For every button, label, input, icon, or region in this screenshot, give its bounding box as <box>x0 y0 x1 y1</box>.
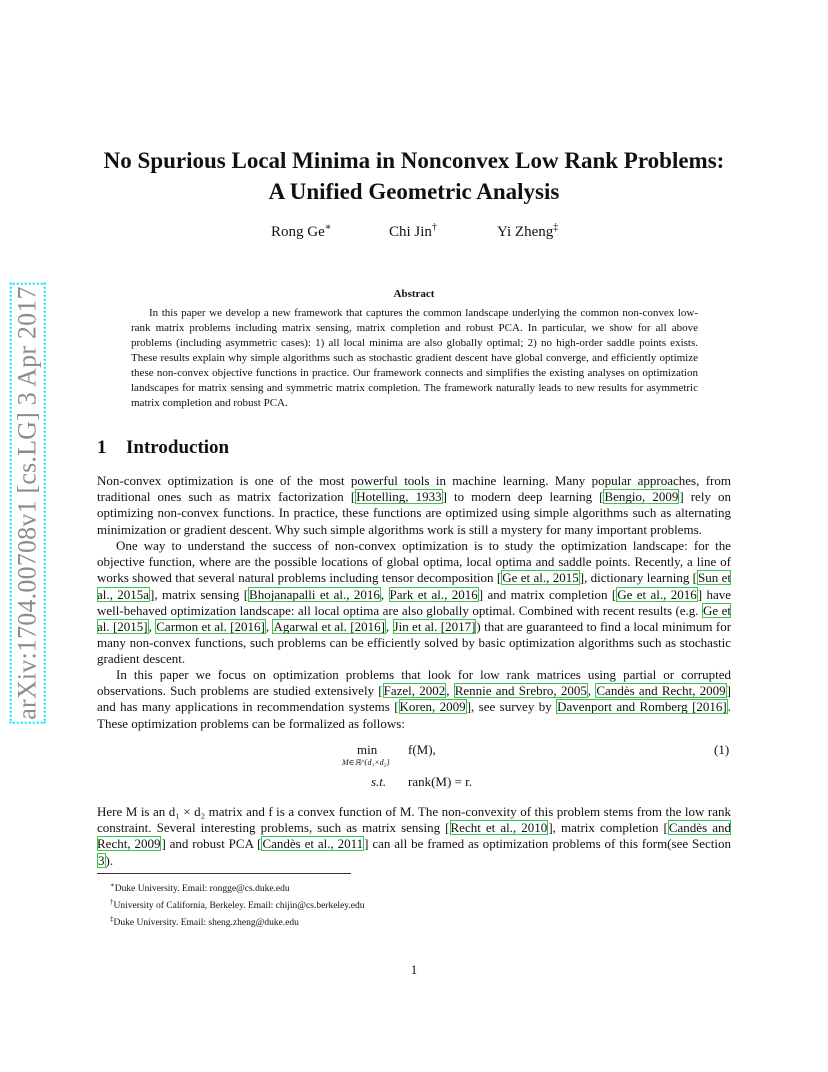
footnote-1 <box>110 879 365 896</box>
citation-link[interactable]: Hotelling, 1933 <box>356 489 442 505</box>
equation-constraint: rank(M) = r. <box>408 774 473 789</box>
equation-number: (1) <box>714 742 730 757</box>
citation-link[interactable]: Candès et al., 2011 <box>262 836 364 852</box>
citation-link[interactable]: Ge et al., 2016 <box>617 586 697 602</box>
footnote-2 <box>110 896 365 913</box>
author-1 <box>271 222 332 241</box>
author-name: Chi Jin <box>389 224 432 240</box>
text-run: , <box>446 683 454 699</box>
author-3 <box>497 222 558 241</box>
equation-objective: f(M), <box>408 742 436 757</box>
text-run: ] rely on optimizing non-convex functions. In practice, these functions are optimized using simple algorithms such as alternating minimization or gradient descent. Why such simple algorithms work is still a mystery for many important problems. <box>97 489 731 537</box>
author-2 <box>389 222 437 241</box>
paragraph-2 <box>97 538 731 668</box>
equation-1 <box>0 742 828 798</box>
author-name: Rong Ge <box>271 224 325 240</box>
abstract-body: In this paper we develop a new framework that captures the common landscape underlying the common non-convex low-rank matrix problems including matrix sensing, matrix completion and robust PCA. In particular, we show for all above problems (including asymmetric cases): 1) all local minima are also globally optimal; 2) no high-order saddle points exists. These results explain why simple algorithms such as stochastic gradient descent have global converge, and efficiently optimize these non-convex objective functions in practice. Our framework connects and simplifies the existing analyses on optimization landscapes for matrix sensing and symmetric matrix completion. The framework naturally leads to new results for asymmetric matrix completion and robust PCA. <box>131 307 698 409</box>
citation-link[interactable]: Sun et al., 2015a <box>97 570 731 602</box>
footnote-mark: ‡ <box>110 915 114 924</box>
text-run: ] to modern deep learning [ <box>442 489 604 505</box>
equation-subject-to: s.t. <box>371 774 387 789</box>
paragraph-3 <box>97 667 731 732</box>
text-run: , <box>265 619 273 635</box>
author-footnote-mark[interactable]: ‡ <box>553 222 559 233</box>
text-run: ], matrix completion [ <box>548 820 668 836</box>
text-run: ], dictionary learning [ <box>579 570 698 586</box>
title-line-1: No Spurious Local Minima in Nonconvex Low Rank Problems: <box>103 148 725 173</box>
footnote-divider <box>97 873 351 874</box>
citation-link[interactable]: Ge et al., 2015 <box>502 570 579 586</box>
arxiv-identifier-stamp[interactable] <box>10 268 46 738</box>
citation-link[interactable]: Candès and Recht, 2009 <box>97 820 731 852</box>
equation-min-domain: M∈ℝ^{d₁×d₂} <box>342 758 390 767</box>
title-line-2: A Unified Geometric Analysis <box>268 179 560 204</box>
author-name: Yi Zheng <box>497 224 554 240</box>
citation-link[interactable]: Davenport and Romberg [2016] <box>557 699 727 715</box>
citation-link[interactable]: Rennie and Srebro, 2005 <box>454 683 587 699</box>
text-run: ). <box>105 852 114 868</box>
paragraph-1 <box>97 473 731 538</box>
text-run: ] and matrix completion [ <box>478 586 617 602</box>
footnote-text: University of California, Berkeley. Email: chijin@cs.berkeley.edu <box>113 901 365 912</box>
text-run: Here M is an d₁ × d₂ matrix and f is a convex function of M. The non-convexity of this problem stems from the low rank constraint. Several interesting problems, such as matrix sensing [ <box>97 804 731 836</box>
citation-link[interactable]: Carmon et al. [2016] <box>156 619 265 635</box>
footnote-mark: † <box>110 898 114 907</box>
citation-link[interactable]: Koren, 2009 <box>399 699 466 715</box>
text-run: ] and robust PCA [ <box>161 836 262 852</box>
author-footnote-mark[interactable]: ∗ <box>324 222 332 233</box>
equation-min-operator: min <box>357 742 378 757</box>
citation-link[interactable]: Fazel, 2002 <box>383 683 446 699</box>
citation-link[interactable]: Jin et al. [2017] <box>393 619 476 635</box>
citation-link[interactable]: Park et al., 2016 <box>389 586 478 602</box>
text-run: . These optimization problems can be formalized as follows: <box>97 699 731 731</box>
section-heading-introduction <box>97 437 229 459</box>
section-number: 1 <box>97 437 107 458</box>
text-run: , <box>380 586 389 602</box>
text-run: ], matrix sensing [ <box>150 586 249 602</box>
paper-title <box>0 145 828 207</box>
text-run: , <box>587 683 596 699</box>
author-footnote-mark[interactable]: † <box>431 222 437 233</box>
footnote-3 <box>110 913 365 930</box>
citation-link[interactable]: Agarwal et al. [2016] <box>273 619 385 635</box>
citation-link[interactable]: Bhojanapalli et al., 2016 <box>249 586 380 602</box>
text-run: ], see survey by <box>466 699 557 715</box>
author-list <box>0 222 828 246</box>
citation-link[interactable]: Ge et al. [2015] <box>97 602 731 635</box>
page-number: 1 <box>410 962 418 977</box>
text-run: One way to understand the success of non-convex optimization is to study the optimization landscape: for the objective function, where are the possible locations of global optima, local optima and saddle points. Recently, a line of works showed that several natural problems including tensor decomposition [ <box>97 538 731 586</box>
text-run: In this paper we focus on optimization problems that look for low rank matrices using partial or corrupted observations. Such problems are studied extensively [ <box>97 667 731 699</box>
section-reference-link[interactable]: 3 <box>98 852 105 868</box>
text-run: , <box>148 619 156 635</box>
footnote-mark: ∗ <box>110 881 115 889</box>
paragraph-4 <box>97 804 731 869</box>
citation-link[interactable]: Recht et al., 2010 <box>450 820 548 836</box>
citation-link[interactable]: Candès and Recht, 2009 <box>596 683 726 699</box>
text-run: ] and has many applications in recommendation systems [ <box>97 683 732 715</box>
section-title: Introduction <box>126 437 230 458</box>
arxiv-id-text[interactable]: arXiv:1704.00708v1 [cs.LG] 3 Apr 2017 <box>13 286 42 720</box>
footnote-text: Duke University. Email: rongge@cs.duke.edu <box>114 884 290 895</box>
text-run: , <box>385 619 393 635</box>
text-run: ) that are guaranteed to find a local minimum for many non-convex functions, such problems can be efficiently solved by basic optimization algorithms such as stochastic gradient descent. <box>97 619 732 667</box>
footnotes <box>110 879 365 930</box>
text-run: ] can all be framed as optimization problems of this form(see Section <box>364 836 731 852</box>
footnote-text: Duke University. Email: sheng.zheng@duke.edu <box>113 918 299 929</box>
text-run: Non-convex optimization is one of the most powerful tools in machine learning. Many popular approaches, from traditional ones such as matrix factorization [ <box>97 473 731 505</box>
text-run: ] have well-behaved optimization landscape: all local optima are also globally optimal. Combined with recent results (e.g. <box>97 586 732 618</box>
citation-link[interactable]: Bengio, 2009 <box>604 489 679 505</box>
abstract-heading: Abstract <box>393 288 435 300</box>
